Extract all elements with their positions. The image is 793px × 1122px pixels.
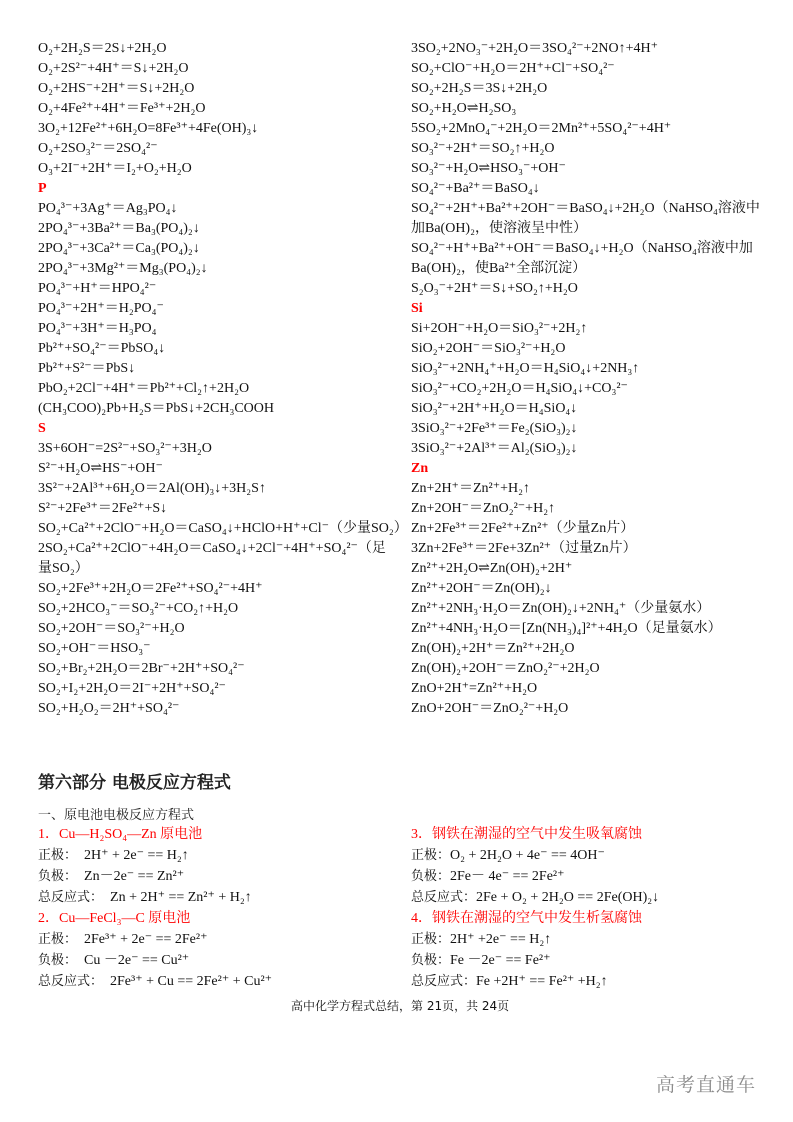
equation-text: O₂ + 2H₂O + 4e⁻ == 4OH⁻ [450,848,605,863]
equation-line: Zn²⁺+4NH₃·H₂O＝[Zn(NH₃)₄]²⁺+4H₂O（足量氨水） [411,621,722,636]
equation-line: Ba(OH)₂，使Ba²⁺全部沉淀） [411,261,587,276]
electrode-label: 正极： [411,848,451,863]
equation-text: 2Fe³⁺ + 2e⁻ == 2Fe²⁺ [77,932,208,947]
equation-line: SiO₂+2OH⁻＝SiO₃²⁻+H₂O [411,341,566,356]
equation-line: SO₂+2OH⁻＝SO₃²⁻+H₂O [38,621,185,636]
equation-line: SO₃²⁻+H₂O⇌HSO₃⁻+OH⁻ [411,161,566,176]
equation-line: Si+2OH⁻+H₂O＝SiO₃²⁻+2H₂↑ [411,321,588,336]
equation-line: O₂+2SO₃²⁻＝2SO₄²⁻ [38,141,158,156]
equation-line: 5SO₂+2MnO₄⁻+2H₂O＝2Mn²⁺+5SO₄²⁻+4H⁺ [411,121,672,136]
equation-line: Zn(OH)₂+2OH⁻＝ZnO₂²⁻+2H₂O [411,661,600,676]
equation-text: 2Fe + O₂ + 2H₂O == 2Fe(OH)₂↓ [476,890,660,905]
equation-line: 加Ba(OH)₂，使溶液呈中性） [411,221,587,236]
equation-text: 2H⁺ +2e⁻ == H₂↑ [450,932,552,947]
electrode-label: 总反应式： [38,890,104,905]
electrode-equation [411,950,781,971]
element-heading: P [38,181,47,196]
electrode-equation [411,887,781,908]
electrode-label: 负极： [38,953,78,968]
equation-line: Pb²⁺+S²⁻＝PbS↓ [38,361,136,376]
equation-line: 量SO₂） [38,561,89,576]
equation-text: Cu －2e⁻ == Cu²⁺ [77,953,190,968]
electrode-label: 正极： [411,932,451,947]
equation-line: Zn²⁺+2OH⁻＝Zn(OH)₂↓ [411,581,552,596]
equation-line: SO₂+ClO⁻+H₂O＝2H⁺+Cl⁻+SO₄²⁻ [411,61,615,76]
watermark-logo: 高考直通车 [656,1074,757,1096]
equation-line: Zn+2OH⁻＝ZnO₂²⁻+H₂↑ [411,501,556,516]
equation-line: SO₂+H₂O⇌H₂SO₃ [411,101,517,116]
cell-heading: 2．Cu—FeCl₃—C 原电池 [38,911,191,926]
equation-line: ZnO+2H⁺=Zn²⁺+H₂O [411,681,538,696]
equation-text: 2H⁺ + 2e⁻ == H₂↑ [77,848,189,863]
equation-text: Zn + 2H⁺ == Zn²⁺ + H₂↑ [103,890,252,905]
equation-line: 3SiO₃²⁻+2Fe³⁺＝Fe₂(SiO₃)₂↓ [411,421,578,436]
element-heading: Zn [411,461,429,476]
equation-line: O₃+2I⁻+2H⁺＝I₂+O₂+H₂O [38,161,192,176]
page-footer: 高中化学方程式总结，第 21页，共 24页 [291,999,510,1013]
equation-line: O₂+2HS⁻+2H⁺＝S↓+2H₂O [38,81,195,96]
electrode-equation [38,950,408,971]
equation-line: SO₄²⁻+H⁺+Ba²⁺+OH⁻＝BaSO₄↓+H₂O（NaHSO₄溶液中加 [411,241,753,256]
equation-text: Fe －2e⁻ == Fe²⁺ [450,953,551,968]
section-title: 第六部分 电极反应方程式 [38,773,231,793]
electrode-equation [38,971,408,992]
electrode-equation [38,929,408,950]
equation-line: SO₂+Ca²⁺+2ClO⁻+H₂O＝CaSO₄↓+HClO+H⁺+Cl⁻（少量SO₂） [38,521,408,536]
electrode-label: 正极： [38,848,78,863]
equation-text: Fe +2H⁺ == Fe²⁺ +H₂↑ [476,974,608,989]
electrode-label: 总反应式： [411,974,477,989]
equation-line: SO₂+2Fe³⁺+2H₂O＝2Fe²⁺+SO₄²⁻+4H⁺ [38,581,263,596]
equation-line: PO₄³⁻+3H⁺＝H₃PO₄ [38,321,157,336]
equation-line: Zn(OH)₂+2H⁺＝Zn²⁺+2H₂O [411,641,575,656]
equation-line: 3O₂+12Fe²⁺+6H₂O=8Fe³⁺+4Fe(OH)₃↓ [38,121,259,136]
electrode-label: 负极： [411,953,451,968]
equation-line: Zn+2H⁺＝Zn²⁺+H₂↑ [411,481,530,496]
electrode-label: 负极： [38,869,78,884]
equation-line: 2SO₂+Ca²⁺+2ClO⁻+4H₂O＝CaSO₄↓+2Cl⁻+4H⁺+SO₄²⁻（足 [38,541,386,556]
equation-line: SO₂+I₂+2H₂O＝2I⁻+2H⁺+SO₄²⁻ [38,681,226,696]
equation-line: SiO₃²⁻+2H⁺+H₂O＝H₄SiO₄↓ [411,401,578,416]
electrode-equation [38,866,408,887]
equation-text: Zn－2e⁻ == Zn²⁺ [77,869,185,884]
equation-line: 3Zn+2Fe³⁺＝2Fe+3Zn²⁺（过量Zn片） [411,541,637,556]
cells-right-column [411,824,781,992]
equation-line: SO₂+Br₂+2H₂O＝2Br⁻+2H⁺+SO₄²⁻ [38,661,245,676]
electrode-equation [411,845,781,866]
equation-line: 2PO₄³⁻+3Ba²⁺＝Ba₃(PO₄)₂↓ [38,221,200,236]
electrode-equation [38,887,408,908]
electrode-equation [411,929,781,950]
section-subtitle: 一、原电池电极反应方程式 [38,808,195,823]
equation-line: 3S²⁻+2Al³⁺+6H₂O＝2Al(OH)₃↓+3H₂S↑ [38,481,266,496]
equation-line: SiO₃²⁻+2NH₄⁺+H₂O＝H₄SiO₄↓+2NH₃↑ [411,361,640,376]
electrode-label: 正极： [38,932,78,947]
element-heading: S [38,421,46,436]
equation-line: Pb²⁺+SO₄²⁻＝PbSO₄↓ [38,341,166,356]
equation-line: S₂O₃⁻+2H⁺＝S↓+SO₂↑+H₂O [411,281,578,296]
electrode-equation [38,845,408,866]
equation-line: SO₂+2H₂S＝3S↓+2H₂O [411,81,548,96]
equation-line: Zn+2Fe³⁺＝2Fe²⁺+Zn²⁺（少量Zn片） [411,521,635,536]
equation-line: PbO₂+2Cl⁻+4H⁺＝Pb²⁺+Cl₂↑+2H₂O [38,381,250,396]
equation-line: PO₄³⁻+2H⁺＝H₂PO₄⁻ [38,301,164,316]
equation-line: S²⁻+H₂O⇌HS⁻+OH⁻ [38,461,163,476]
equation-line: SO₄²⁻+2H⁺+Ba²⁺+2OH⁻＝BaSO₄↓+2H₂O（NaHSO₄溶液中 [411,201,760,216]
element-heading: Si [411,301,423,316]
equation-line: Zn²⁺+2NH₃·H₂O＝Zn(OH)₂↓+2NH₄⁺（少量氨水） [411,601,711,616]
equation-line: SO₃²⁻+2H⁺＝SO₂↑+H₂O [411,141,555,156]
electrode-label: 负极： [411,869,451,884]
equation-line: PO₄³⁻+H⁺＝HPO₄²⁻ [38,281,157,296]
equation-line: (CH₃COO)₂Pb+H₂S＝PbS↓+2CH₃COOH [38,401,275,416]
cell-heading: 3．钢铁在潮湿的空气中发生吸氧腐蚀 [411,827,642,842]
equation-line: 2PO₄³⁻+3Ca²⁺＝Ca₃(PO₄)₂↓ [38,241,200,256]
equation-line: SO₂+H₂O₂＝2H⁺+SO₄²⁻ [38,701,180,716]
equation-line: 2PO₄³⁻+3Mg²⁺＝Mg₃(PO₄)₂↓ [38,261,208,276]
equation-line: SiO₃²⁻+CO₂+2H₂O＝H₄SiO₄↓+CO₃²⁻ [411,381,628,396]
equation-line: 3SO₂+2NO₃⁻+2H₂O＝3SO₄²⁻+2NO↑+4H⁺ [411,41,659,56]
equations-right-column [411,39,786,719]
equation-line: O₂+4Fe²⁺+4H⁺＝Fe³⁺+2H₂O [38,101,206,116]
equation-line: 3S+6OH⁻=2S²⁻+SO₃²⁻+3H₂O [38,441,212,456]
equation-text: 2Fe－ 4e⁻ == 2Fe²⁺ [450,869,565,884]
electrode-label: 总反应式： [411,890,477,905]
cell-heading: 4．钢铁在潮湿的空气中发生析氢腐蚀 [411,911,642,926]
equation-line: O₂+2S²⁻+4H⁺＝S↓+2H₂O [38,61,189,76]
equation-text: 2Fe³⁺ + Cu == 2Fe²⁺ + Cu²⁺ [103,974,273,989]
equation-line: O₂+2H₂S＝2S↓+2H₂O [38,41,167,56]
cell-heading: 1．Cu—H₂SO₄—Zn 原电池 [38,827,203,842]
equations-left-column [38,39,413,719]
equation-line: SO₂+2HCO₃⁻＝SO₃²⁻+CO₂↑+H₂O [38,601,239,616]
cells-left-column [38,824,408,992]
equation-line: PO₄³⁻+3Ag⁺＝Ag₃PO₄↓ [38,201,178,216]
electrode-equation [411,866,781,887]
equation-line: 3SiO₃²⁻+2Al³⁺＝Al₂(SiO₃)₂↓ [411,441,578,456]
equation-line: Zn²⁺+2H₂O⇌Zn(OH)₂+2H⁺ [411,561,573,576]
electrode-label: 总反应式： [38,974,104,989]
equation-line: SO₂+OH⁻＝HSO₃⁻ [38,641,151,656]
electrode-equation [411,971,781,992]
equation-line: SO₄²⁻+Ba²⁺＝BaSO₄↓ [411,181,540,196]
equation-line: S²⁻+2Fe³⁺＝2Fe²⁺+S↓ [38,501,168,516]
equation-line: ZnO+2OH⁻＝ZnO₂²⁻+H₂O [411,701,569,716]
